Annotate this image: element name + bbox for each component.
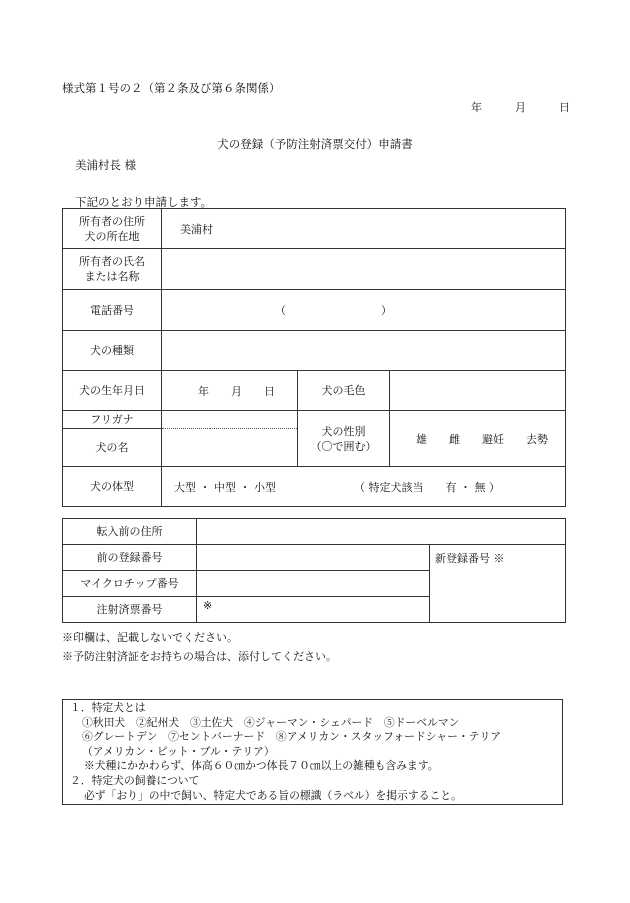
- birth-day-label: 日: [264, 384, 275, 398]
- owner-address-field[interactable]: 美浦村: [162, 209, 566, 249]
- sex-label-line1: 犬の性別: [321, 424, 366, 438]
- sex-option-neutered[interactable]: 去勢: [526, 432, 548, 446]
- owner-name-label-line1: 所有者の氏名: [79, 255, 145, 268]
- prev-reg-row: [63, 545, 566, 571]
- info-line-4: （アメリカン・ピット・ブル・テリア）: [82, 744, 275, 758]
- birth-month-label: 月: [231, 384, 242, 398]
- birth-label: 犬の生年月日: [63, 371, 162, 411]
- application-form-table: [62, 208, 566, 507]
- sex-option-spayed[interactable]: 避妊: [482, 432, 504, 446]
- breed-row: [63, 331, 566, 371]
- note-2: ※予防注射済証をお持ちの場合は、添付してください。: [62, 650, 337, 663]
- owner-name-label: [63, 249, 162, 290]
- new-reg-field: [430, 545, 566, 623]
- size-label: 犬の体型: [63, 467, 162, 507]
- furigana-row: [63, 411, 566, 429]
- birth-field[interactable]: [162, 371, 298, 411]
- breed-field[interactable]: [162, 331, 566, 371]
- sex-options: [390, 411, 566, 467]
- size-options[interactable]: 大型 ・ 中型 ・ 小型: [174, 480, 276, 494]
- info-line-1: １．特定犬とは: [70, 701, 146, 714]
- dog-name-field[interactable]: [162, 429, 298, 467]
- note-1: ※印欄は、記載しないでください。: [62, 631, 238, 644]
- phone-field[interactable]: [162, 290, 566, 331]
- vaccine-mark: ※: [203, 599, 213, 612]
- sex-label-line2: （〇で囲む）: [310, 439, 377, 453]
- phone-paren-close: ）: [381, 304, 392, 317]
- owner-address-label: [63, 209, 162, 249]
- date-year-label: 年: [471, 101, 482, 114]
- page-title: 犬の登録（予防注射済票交付）申請書: [217, 137, 413, 151]
- sex-label: [298, 411, 390, 467]
- application-date: [471, 99, 570, 115]
- phone-row: [63, 290, 566, 331]
- breed-label: 犬の種類: [63, 331, 162, 371]
- phone-paren-open: （: [275, 304, 286, 317]
- phone-label: 電話番号: [63, 290, 162, 331]
- microchip-label: マイクロチップ番号: [63, 571, 197, 597]
- owner-address-label-line2: 犬の所在地: [84, 229, 140, 243]
- sex-option-female[interactable]: 雌: [449, 432, 460, 446]
- dog-name-label: 犬の名: [63, 429, 162, 467]
- date-month-label: 月: [515, 101, 526, 114]
- owner-address-row: [63, 209, 566, 249]
- color-field[interactable]: [390, 371, 566, 411]
- registry-table: [62, 518, 566, 623]
- size-field: [162, 467, 566, 507]
- prev-reg-label: 前の登録番号: [63, 545, 197, 571]
- intro-text: 下記のとおり申請します。: [75, 195, 213, 209]
- owner-name-label-line2: または名称: [84, 270, 140, 283]
- info-box: [62, 699, 563, 805]
- form-number: 様式第１号の２（第２条及び第６条関係）: [62, 81, 281, 95]
- vaccine-label: 注射済票番号: [63, 597, 197, 623]
- date-day-label: 日: [559, 101, 570, 114]
- new-reg-label: 新登録番号 ※: [435, 552, 505, 565]
- info-line-6: ２．特定犬の飼養について: [70, 773, 200, 787]
- owner-name-row: [63, 249, 566, 290]
- birth-year-label: 年: [198, 384, 209, 398]
- furigana-label: フリガナ: [63, 411, 162, 429]
- size-row: [63, 467, 566, 507]
- addressee: 美浦村長 様: [75, 158, 137, 172]
- vaccine-field: [197, 597, 430, 623]
- info-line-3: ⑥グレートデン ⑦セントバーナード ⑧アメリカン・スタッフォードシャー・テリア: [82, 730, 502, 744]
- prev-address-label: 転入前の住所: [63, 519, 197, 545]
- prev-reg-field[interactable]: [197, 545, 430, 571]
- info-line-5: ※犬種にかかわらず、体高６０㎝かつ体長７０㎝以上の雑種も含みます。: [84, 759, 439, 773]
- info-line-2: ①秋田犬 ②紀州犬 ③土佐犬 ④ジャーマン・シェパード ⑤ドーベルマン: [82, 715, 460, 729]
- sex-option-male[interactable]: 雄: [416, 432, 427, 446]
- birth-color-row: [63, 371, 566, 411]
- furigana-field[interactable]: [162, 411, 298, 429]
- notes: [62, 628, 337, 666]
- prev-address-field[interactable]: [197, 519, 566, 545]
- owner-address-label-line1: 所有者の住所: [79, 214, 145, 228]
- owner-name-field[interactable]: [162, 249, 566, 290]
- special-dog-option[interactable]: （ 特定犬該当 有 ・ 無 ）: [354, 480, 500, 494]
- info-line-7: 必ず「おり」の中で飼い、特定犬である旨の標識（ラベル）を掲示すること。: [84, 788, 462, 802]
- color-label: 犬の毛色: [298, 371, 390, 411]
- microchip-field[interactable]: [197, 571, 430, 597]
- prev-address-row: [63, 519, 566, 545]
